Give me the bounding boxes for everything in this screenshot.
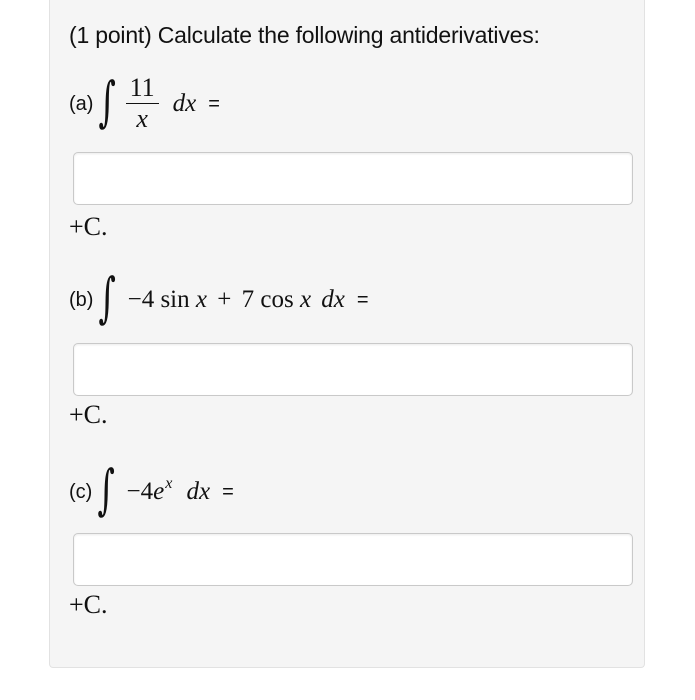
integral-sign-b: ∫ [98,266,117,329]
part-c-label: (c) [69,480,93,503]
fraction-a [126,74,159,134]
part-a-expression [69,70,220,134]
integral-sign-c: ∫ [97,458,116,521]
part-c-expression [69,458,234,522]
part-b-expression [69,266,369,330]
differential-a: dx [172,90,197,117]
constant-a: +C. [69,212,108,241]
fraction-a-numerator: 11 [126,74,159,104]
part-b-label: (b) [69,288,94,311]
answer-input-b[interactable] [73,343,633,396]
integrand-b: −4 sin x + 7 cos x dx [127,286,345,313]
constant-b: +C. [69,400,108,429]
answer-input-a[interactable] [73,152,633,205]
fraction-a-denominator: x [136,104,148,134]
problem-panel [49,0,645,668]
integral-sign-a: ∫ [98,70,117,133]
part-a-label: (a) [69,92,94,115]
equals-a: = [208,92,220,115]
problem-header: (1 point) Calculate the following antiderivatives: [69,22,540,48]
answer-input-c[interactable] [73,533,633,586]
constant-c: +C. [69,590,108,619]
integrand-c: $-4e^x$ dx [126,475,211,505]
equals-c: = [222,480,234,503]
equals-b: = [356,288,369,311]
